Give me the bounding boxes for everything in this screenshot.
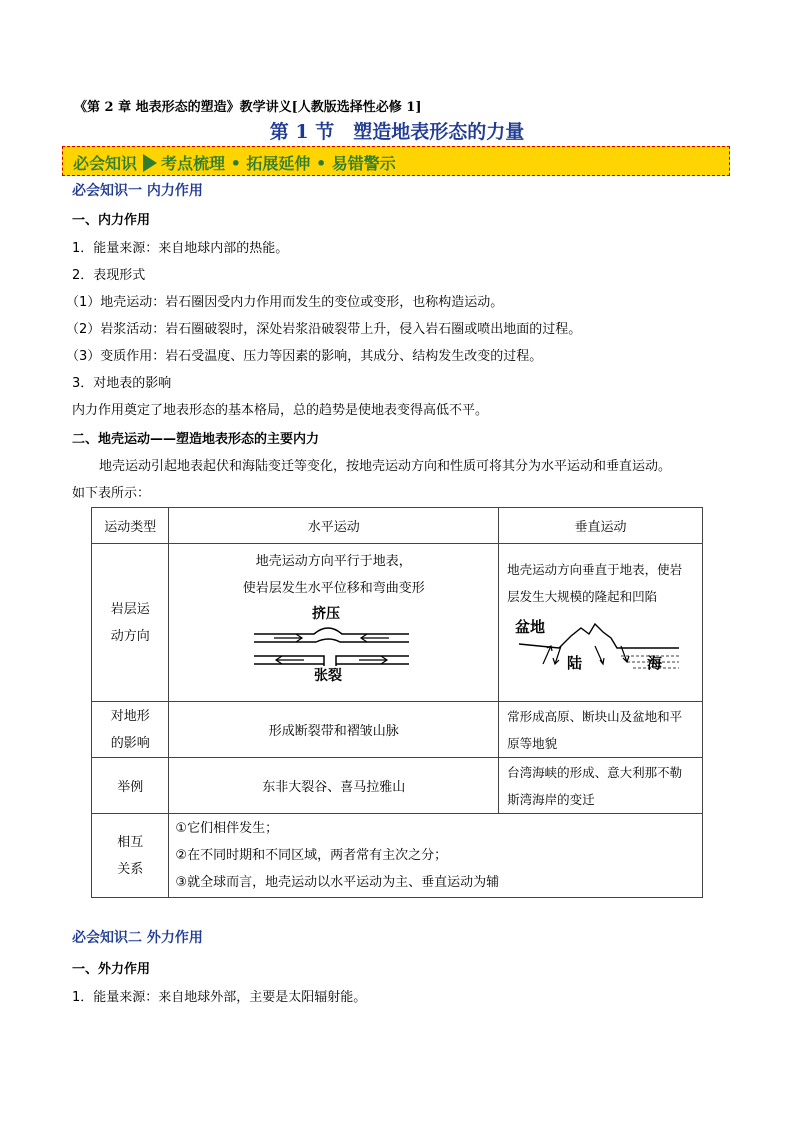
table-row: [92, 508, 703, 544]
text-line: 3．对地表的影响: [72, 376, 172, 391]
relationship-item: ②在不同时期和不同区域，两者常有主次之分；: [175, 848, 448, 863]
banner-label: 必会知识: [73, 154, 138, 173]
table-cell: 台湾海峡的形成、意大利那不勒 斯湾海岸的变迁: [499, 758, 703, 814]
subheading-crustal-movement: 二、地壳运动——塑造地表形态的主要内力: [72, 432, 320, 447]
diagram-label-rifting: 张裂: [313, 668, 342, 682]
diagram-label-compression: 挤压: [311, 606, 340, 622]
table-header-cell: 运动类型: [92, 508, 169, 544]
paragraph: 如下表所示：: [72, 486, 151, 501]
relationship-cell: [169, 814, 703, 898]
table-cell: 常形成高原、断块山及盆地和平 原等地貌: [499, 702, 703, 758]
text-line: （2）岩浆活动：岩石圈破裂时，深处岩浆沿破裂带上升，侵入岩石圈或喷出地面的过程。: [66, 322, 582, 337]
document-breadcrumb: 《第 2 章 地表形态的塑造》教学讲义[人教版选择性必修 1]: [74, 100, 422, 115]
table-row: [92, 758, 703, 814]
text-line: 1．能量来源：来自地球外部，主要是太阳辐射能。: [72, 990, 367, 1005]
table-row-label: 相互 关系: [92, 814, 169, 898]
diagram-label-sea: 海: [647, 654, 663, 672]
relationship-item: ①它们相伴发生；: [175, 821, 279, 836]
knowledge-banner: [62, 146, 730, 176]
vertical-movement-diagram: [509, 612, 689, 674]
subheading-endogenic: 一、内力作用: [72, 213, 151, 228]
vertical-direction-cell: 地壳运动方向垂直于地表，使岩 层发生大规模的隆起和凹陷 盆地 陆 海: [499, 544, 703, 702]
banner-topics: 考点梳理 • 拓展延伸 • 易错警示: [161, 154, 396, 173]
text-line: （1）地壳运动：岩石圈因受内力作用而发生的变位或变形，也称构造运动。: [66, 295, 504, 310]
table-header-cell: 水平运动: [169, 508, 499, 544]
relationship-item: ③就全球而言，地壳运动以水平运动为主、垂直运动为辅: [175, 875, 500, 890]
table-row-label: 对地形 的影响: [92, 702, 169, 758]
section-heading-1: 必会知识一 内力作用: [72, 183, 203, 199]
play-arrow-icon: [143, 154, 157, 172]
subheading-exogenic: 一、外力作用: [72, 962, 151, 977]
paragraph: 地壳运动引起地表起伏和海陆变迁等变化，按地壳运动方向和性质可将其分为水平运动和垂直运动。: [99, 459, 672, 474]
comparison-table: [91, 507, 703, 898]
table-row: [92, 702, 703, 758]
table-row-label: 岩层运 动方向: [92, 544, 169, 702]
page-title: 第 1 节 塑造地表形态的力量: [269, 121, 525, 143]
diagram-label-basin: 盆地: [515, 618, 546, 636]
text-line: 1．能量来源：来自地球内部的热能。: [72, 241, 289, 256]
table-header-cell: 垂直运动: [499, 508, 703, 544]
horizontal-direction-cell: 地壳运动方向平行于地表， 使岩层发生水平位移和弯曲变形 挤压 张裂: [169, 544, 499, 702]
diagram-label-land: 陆: [567, 654, 583, 672]
table-row-label: 举例: [92, 758, 169, 814]
text-line: （3）变质作用：岩石受温度、压力等因素的影响，其成分、结构发生改变的过程。: [66, 349, 543, 364]
table-row: [92, 814, 703, 898]
table-cell: 形成断裂带和褶皱山脉: [169, 702, 499, 758]
section-heading-2: 必会知识二 外力作用: [72, 930, 203, 946]
text-line: 内力作用奠定了地表形态的基本格局，总的趋势是使地表变得高低不平。: [72, 403, 489, 418]
table-row: [92, 544, 703, 702]
table-cell: 东非大裂谷、喜马拉雅山: [169, 758, 499, 814]
text-line: 2．表现形式: [72, 268, 146, 283]
horizontal-movement-diagram: [244, 602, 424, 682]
